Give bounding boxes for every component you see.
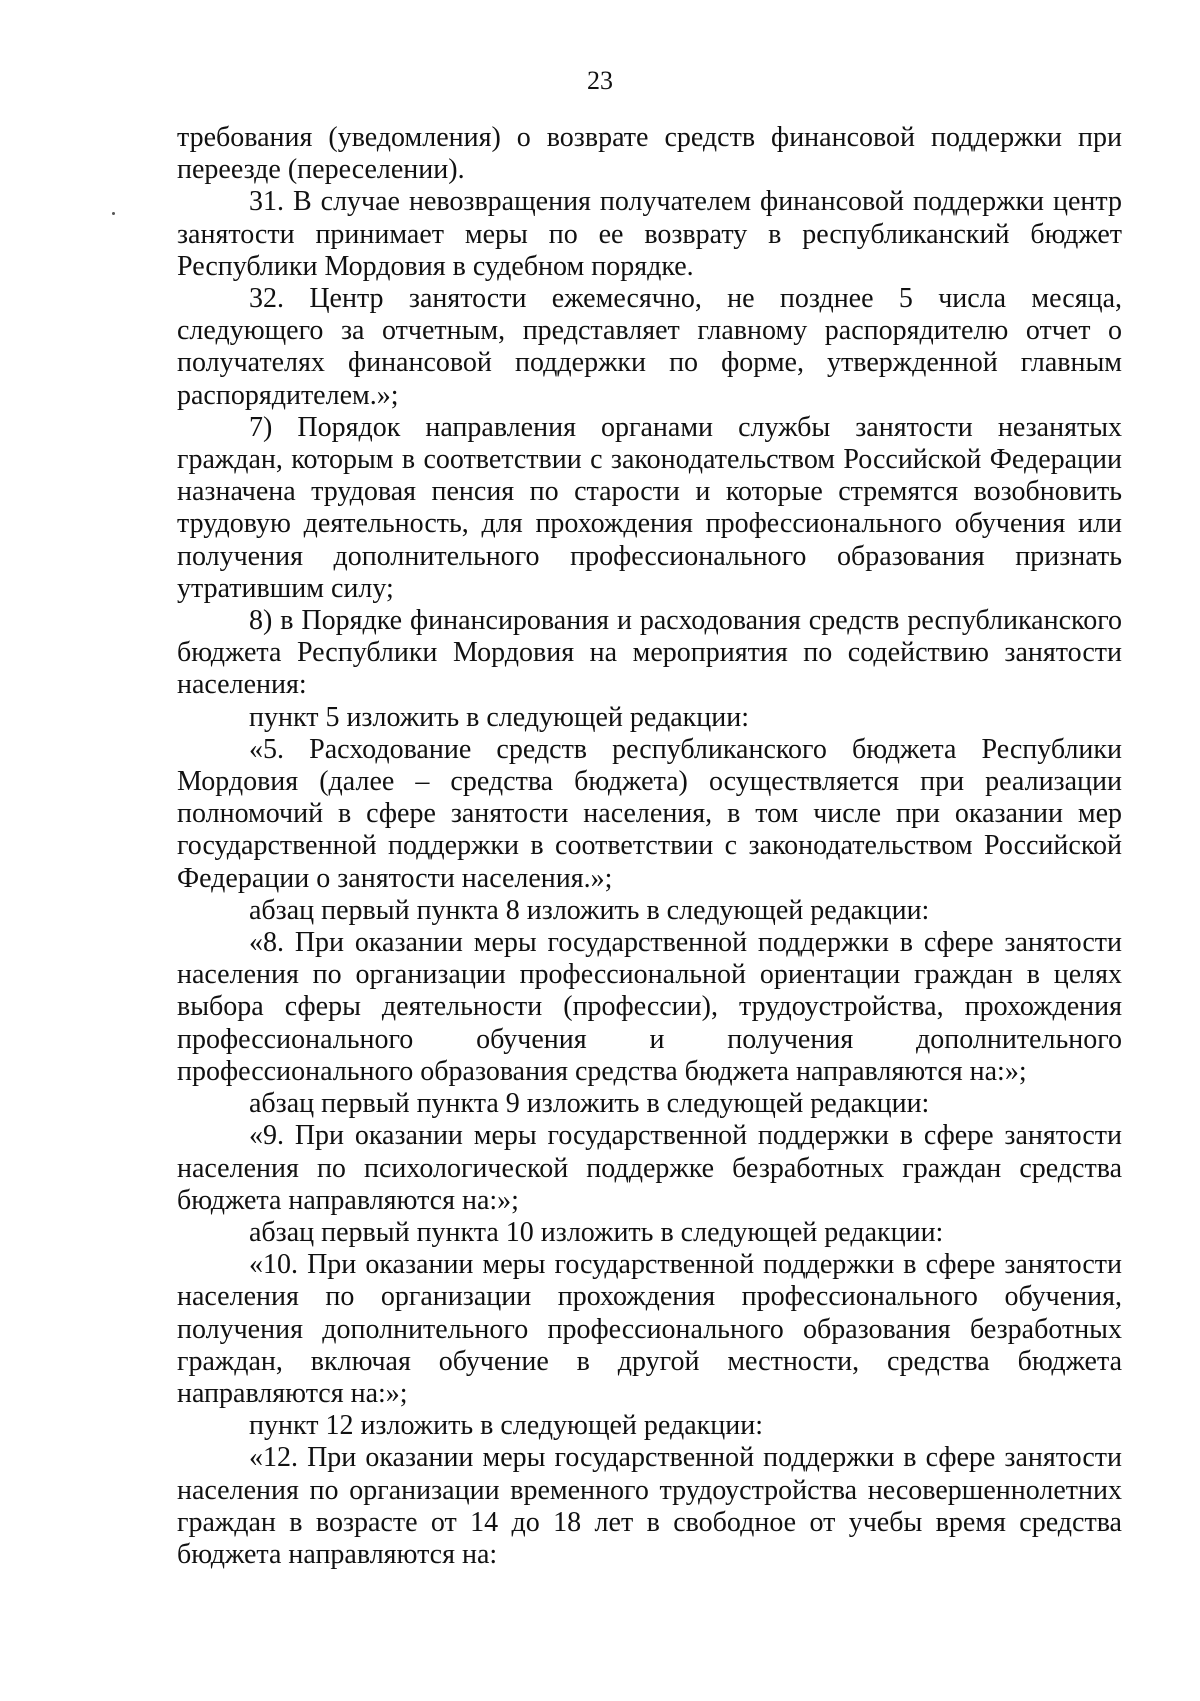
paragraph: абзац первый пункта 10 изложить в следующей редакции: (249, 1216, 944, 1248)
paragraph: абзац первый пункта 8 изложить в следующей редакции: (249, 894, 930, 926)
paragraph: «10. При оказании меры государственной поддержки в сфере занятости населения по организации прохождения профессионального обучения, получения дополнительного профессионального образования безработных граждан, включая обучение в другой местности, средства бюджета направляются на:»; (177, 1249, 1122, 1409)
page-number: 23 (587, 66, 613, 95)
paragraph: «9. При оказании меры государственной поддержки в сфере занятости населения по психологической поддержке безработных граждан средства бюджета направляются на:»; (177, 1120, 1122, 1216)
paragraph: «12. При оказании меры государственной поддержки в сфере занятости населения по организации временного трудоустройства несовершеннолетних граждан в возрасте от 14 до 18 лет в свободное от учебы время средства бюджета направляются на: (177, 1442, 1122, 1570)
paragraph: 7) Порядок направления органами службы занятости незанятых граждан, которым в соответствии с законодательством Российской Федерации назначена трудовая пенсия по старости и которые стремятся возобновить трудовую деятельность, для прохождения профессионального обучения или получения дополнительного профессионального образования признать утратившим силу; (177, 411, 1122, 604)
paragraph: «8. При оказании меры государственной поддержки в сфере занятости населения по организации профессиональной ориентации граждан в целях выбора сферы деятельности (профессии), трудоустройства, прохождения профессионального обучения и получения дополнительного профессионального образования средства бюджета направляются на:»; (177, 927, 1122, 1087)
scan-artifact-dot (112, 212, 115, 215)
paragraph: 32. Центр занятости ежемесячно, не позднее 5 числа месяца, следующего за отчетным, представляет главному распорядителю отчет о получателях финансовой поддержки по форме, утвержденной главным распорядителем.»; (177, 283, 1122, 411)
paragraph: абзац первый пункта 9 изложить в следующей редакции: (249, 1088, 930, 1120)
paragraph: 31. В случае невозвращения получателем финансовой поддержки центр занятости принимает меры по ее возврату в республиканский бюджет Республики Мордовия в судебном порядке. (177, 186, 1122, 282)
paragraph: пункт 5 изложить в следующей редакции: (249, 701, 749, 733)
paragraph: 8) в Порядке финансирования и расходования средств республиканского бюджета Республики Мордовия на мероприятия по содействию занятости населения: (177, 605, 1122, 701)
paragraph: пункт 12 изложить в следующей редакции: (249, 1410, 763, 1442)
document-body (177, 122, 1122, 1571)
paragraph: «5. Расходование средств республиканского бюджета Республики Мордовия (далее – средства бюджета) осуществляется при реализации полномочий в сфере занятости населения, в том числе при оказании мер государственной поддержки в соответствии с законодательством Российской Федерации о занятости населения.»; (177, 733, 1122, 894)
paragraph: требования (уведомления) о возврате средств финансовой поддержки при переезде (переселении). (177, 122, 1122, 186)
